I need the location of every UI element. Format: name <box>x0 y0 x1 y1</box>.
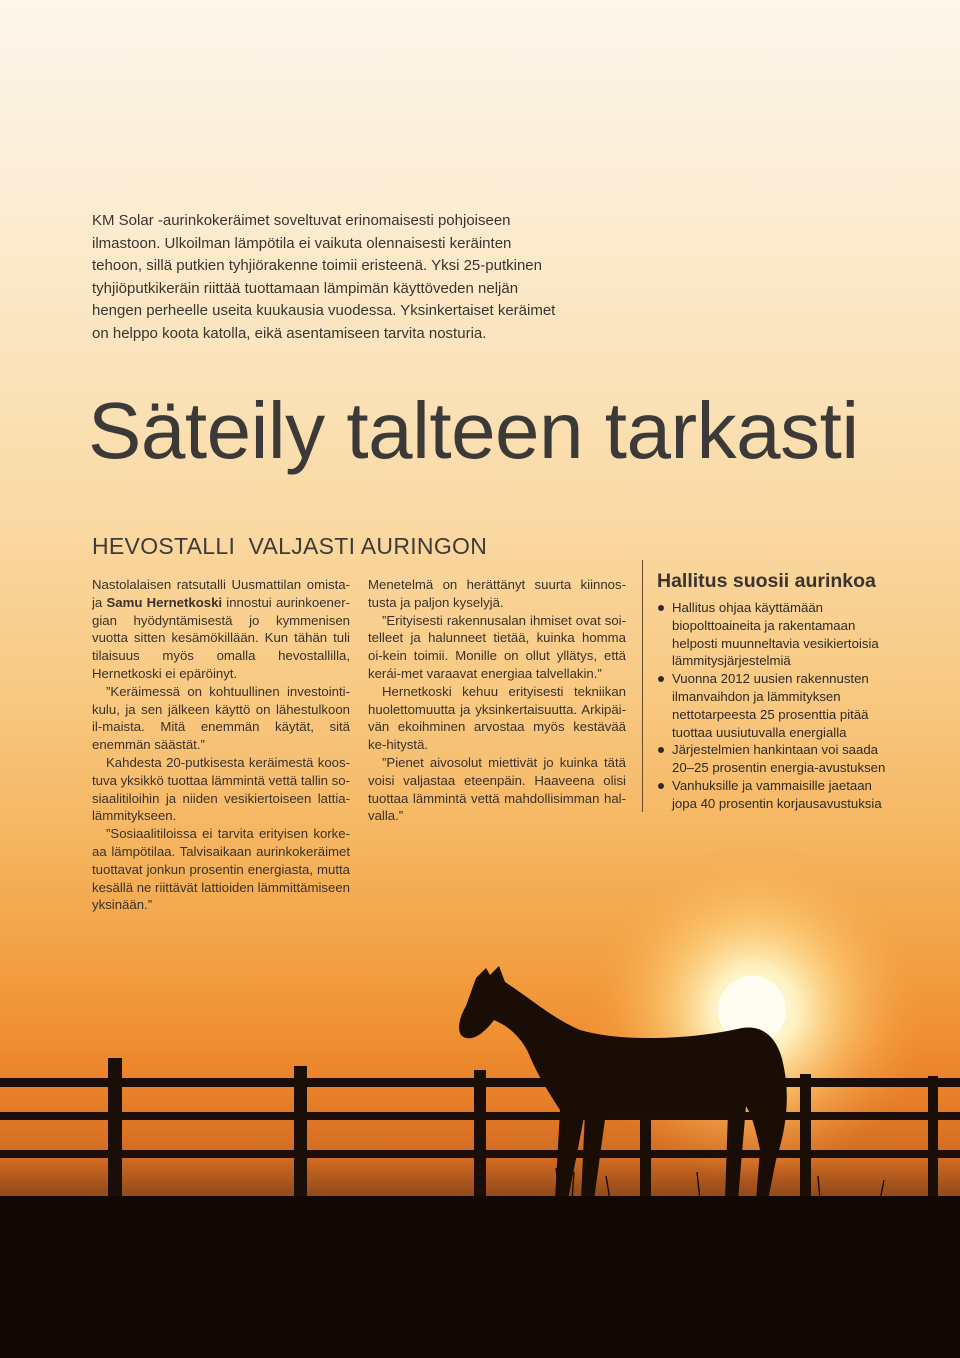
article-column-2 <box>368 576 626 825</box>
person-name: Samu Hernetkoski <box>106 594 223 610</box>
page-headline: Säteily talteen tarkasti <box>88 386 859 475</box>
column1-paragraph-1: Nastolalaisen ratsutalli Uusmattilan omista-ja Samu Hernetkoski innostui aurinkoener-gian hyödyntämisestä jo kymmenisen vuotta sitten kesämökillään. Kun tähän tuli tilaisuus myös omalla hevostallilla, Hernetkoski ei epäröinyt. <box>92 577 350 681</box>
info-sidebar <box>642 560 899 812</box>
column1-paragraph-3: Kahdesta 20-putkisesta keräimestä koos-tuva yksikkö tuottaa lämmintä vettä tallin so-siaalitiloihin ja niiden vesikiertoiseen lattia-lämmitykseen. <box>92 754 350 824</box>
sidebar-title: Hallitus suosii aurinkoa <box>657 570 876 592</box>
ground <box>0 1196 960 1358</box>
article-subhead: HEVOSTALLI VALJASTI AURINGON <box>92 533 488 559</box>
intro-paragraph: KM Solar -aurinkokeräimet soveltuvat erinomaisesti pohjoiseen ilmastoon. Ulkoilman lämpötila ei vaikuta olennaisesti keräinten tehoon, sillä putkien tyhjiörakenne toimii eristeenä. Yksi 25-putkinen tyhjiöputkikeräin riittää tuottamaan lämpimän käyttöveden neljän hengen perheelle useita kuukausia vuodessa. Yksinkertaiset keräimet on helppo koota katolla, eikä asentamiseen tarvita nosturia. <box>92 212 556 342</box>
column2-paragraph-2: ”Erityisesti rakennusalan ihmiset ovat soi-telleet ja halunneet tietää, kuinka homma oi-kein toimii. Monille on ollut yllätys, että kerái-met varaavat energiaa talvellakin.” <box>368 612 626 681</box>
sidebar-list-item: Hallitus ohjaa käyttämään biopolttoaineita ja rakentamaan helposti muunneltavia vesikiertoisia lämmitysjärjestelmiä <box>657 599 897 670</box>
column2-paragraph-4: ”Pienet aivosolut miettivät jo kuinka tätä voisi valjastaa eteenpäin. Haaveena olisi tuottaa lämmintä vettä mahdollisimman hal-valla.” <box>368 754 626 824</box>
sidebar-list-item: Vanhuksille ja vammaisille jaetaan jopa 40 prosentin korjausavustuksia <box>657 777 897 813</box>
article-column-1 <box>92 576 350 914</box>
sidebar-list <box>657 599 897 813</box>
column2-paragraph-1: Menetelmä on herättänyt suurta kiinnos-tusta ja paljon kyselyjä. <box>368 577 626 610</box>
column1-paragraph-2: ”Keräimessä on kohtuullinen investointi-kulu, ja sen jälkeen käyttö on lähestulkoon il-maista. Mitä enemmän käytät, sitä enemmän säästät.” <box>92 683 350 753</box>
sidebar-list-item: Vuonna 2012 uusien rakennusten ilmanvaihdon ja lämmityksen nettotarpeesta 25 prosenttia pitää tuottaa uusiutuvalla energialla <box>657 670 897 741</box>
sidebar-list-item: Järjestelmien hankintaan voi saada 20–25 prosentin energia-avustuksen <box>657 741 897 777</box>
column1-paragraph-4: ”Sosiaalitiloissa ei tarvita erityisen korke-aa lämpötilaa. Talvisaikaan aurinkokeräimet tuottavat jonkun prosentin energiasta, mutta kesällä ne riittävät lattioiden lämmittämiseen yksinään.” <box>92 826 351 913</box>
column2-paragraph-3: Hernetkoski kehuu erityisesti tekniikan huolettomuutta ja yksinkertaisuutta. Arkipäi-vän ekoihminen arvostaa myös kestävää ke-hitystä. <box>368 683 626 753</box>
